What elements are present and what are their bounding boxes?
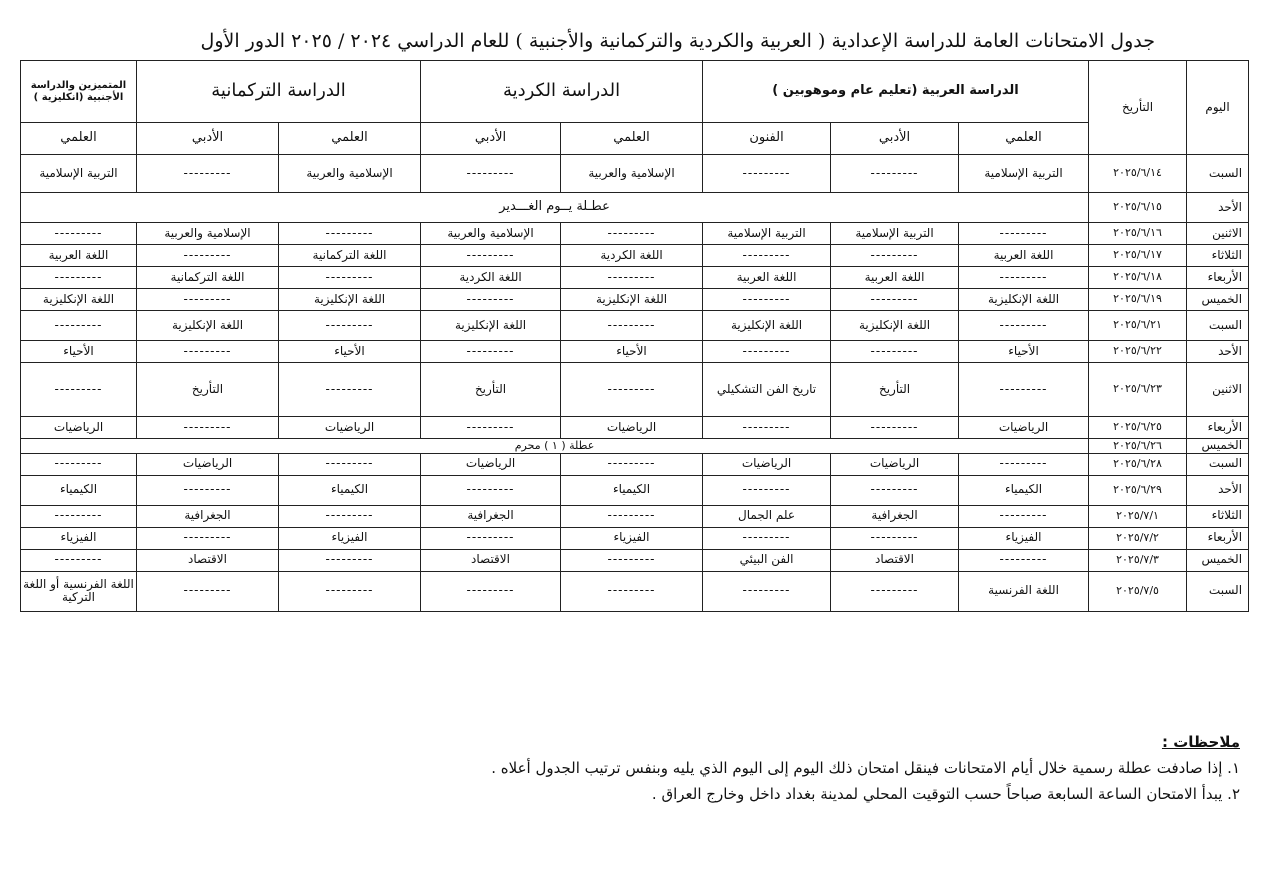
subject-cell: ---------: [561, 267, 703, 289]
schedule-row: [21, 475, 1249, 505]
subject-cell: ---------: [959, 363, 1089, 417]
subject-cell: التربية الإسلامية: [959, 155, 1089, 193]
subject-cell: ---------: [703, 289, 831, 311]
subject-cell: اللغة الفرنسية أو اللغة التركية: [21, 571, 137, 611]
subject-cell: ---------: [137, 155, 279, 193]
subject-cell: ---------: [21, 505, 137, 527]
subject-cell: الرياضيات: [561, 417, 703, 439]
subject-cell: ---------: [137, 341, 279, 363]
subject-cell: ---------: [421, 417, 561, 439]
date-cell: ٢٠٢٥/٦/٢٦: [1089, 439, 1187, 454]
header-date: التأريخ: [1089, 61, 1187, 155]
date-cell: ٢٠٢٥/٦/٢٣: [1089, 363, 1187, 417]
subject-cell: ---------: [279, 223, 421, 245]
subject-cell: الرياضيات: [703, 453, 831, 475]
subject-cell: ---------: [703, 155, 831, 193]
subject-cell: اللغة التركمانية: [137, 267, 279, 289]
header-turkmen-literary: الأدبي: [137, 123, 279, 155]
subject-cell: الإسلامية والعربية: [561, 155, 703, 193]
subject-cell: علم الجمال: [703, 505, 831, 527]
subject-cell: ---------: [959, 549, 1089, 571]
header-arabic-literary: الأدبي: [831, 123, 959, 155]
subject-cell: الفيزياء: [279, 527, 421, 549]
subject-cell: الفن البيئي: [703, 549, 831, 571]
subject-cell: ---------: [21, 453, 137, 475]
schedule-row: [21, 527, 1249, 549]
subject-cell: ---------: [279, 571, 421, 611]
subject-cell: ---------: [831, 245, 959, 267]
subject-cell: ---------: [421, 527, 561, 549]
schedule-row: [21, 363, 1249, 417]
subject-cell: ---------: [421, 571, 561, 611]
subject-cell: تاريخ الفن التشكيلي: [703, 363, 831, 417]
date-cell: ٢٠٢٥/٦/٢٢: [1089, 341, 1187, 363]
subject-cell: الرياضيات: [831, 453, 959, 475]
subject-cell: ---------: [421, 341, 561, 363]
subject-cell: الفيزياء: [959, 527, 1089, 549]
notes-section: [300, 733, 1240, 811]
subject-cell: ---------: [137, 417, 279, 439]
subject-cell: الرياضيات: [959, 417, 1089, 439]
subject-cell: الفيزياء: [21, 527, 137, 549]
subject-cell: ---------: [959, 267, 1089, 289]
date-cell: ٢٠٢٥/٦/١٧: [1089, 245, 1187, 267]
day-cell: الأربعاء: [1187, 527, 1249, 549]
subject-cell: ---------: [561, 223, 703, 245]
schedule-row: [21, 289, 1249, 311]
header-kurdish-literary: الأدبي: [421, 123, 561, 155]
subject-cell: اللغة الإنكليزية: [421, 311, 561, 341]
day-cell: الثلاثاء: [1187, 245, 1249, 267]
subject-cell: ---------: [21, 363, 137, 417]
subject-cell: الجغرافية: [421, 505, 561, 527]
date-cell: ٢٠٢٥/٦/١٨: [1089, 267, 1187, 289]
subject-cell: الإسلامية والعربية: [421, 223, 561, 245]
day-cell: الأحد: [1187, 475, 1249, 505]
subject-cell: ---------: [279, 453, 421, 475]
subject-cell: ---------: [831, 341, 959, 363]
subject-cell: ---------: [21, 267, 137, 289]
subject-cell: الكيمياء: [279, 475, 421, 505]
subject-cell: اللغة الإنكليزية: [561, 289, 703, 311]
subject-cell: ---------: [703, 475, 831, 505]
note-item: ١. إذا صادفت عطلة رسمية خلال أيام الامتحانات فينقل امتحان ذلك اليوم إلى اليوم الذي يليه وبنفس ترتيب الجدول أعلاه .: [491, 759, 1240, 777]
day-cell: الخميس: [1187, 439, 1249, 454]
day-cell: الأربعاء: [1187, 267, 1249, 289]
subject-cell: الاقتصاد: [831, 549, 959, 571]
subject-cell: اللغة الإنكليزية: [703, 311, 831, 341]
subject-cell: اللغة الإنكليزية: [831, 311, 959, 341]
subject-cell: اللغة الإنكليزية: [137, 311, 279, 341]
subject-cell: ---------: [831, 289, 959, 311]
subject-cell: التأريخ: [137, 363, 279, 417]
schedule-row: [21, 267, 1249, 289]
schedule-row: [21, 193, 1249, 223]
header-arabic-scientific: العلمي: [959, 123, 1089, 155]
subject-cell: التربية الإسلامية: [831, 223, 959, 245]
subject-cell: ---------: [137, 245, 279, 267]
subject-cell: الأحياء: [561, 341, 703, 363]
subject-cell: الجغرافية: [137, 505, 279, 527]
subject-cell: ---------: [137, 571, 279, 611]
subject-cell: الإسلامية والعربية: [137, 223, 279, 245]
subject-cell: اللغة الكردية: [421, 267, 561, 289]
subject-cell: ---------: [561, 571, 703, 611]
subject-cell: ---------: [703, 245, 831, 267]
day-cell: الاثنين: [1187, 223, 1249, 245]
subject-cell: ---------: [959, 223, 1089, 245]
subject-cell: ---------: [959, 311, 1089, 341]
subject-cell: ---------: [561, 453, 703, 475]
day-cell: الأربعاء: [1187, 417, 1249, 439]
subject-cell: اللغة الإنكليزية: [279, 289, 421, 311]
schedule-row: [21, 155, 1249, 193]
day-cell: السبت: [1187, 453, 1249, 475]
subject-cell: الكيمياء: [21, 475, 137, 505]
subject-cell: اللغة الفرنسية: [959, 571, 1089, 611]
subject-cell: ---------: [21, 549, 137, 571]
header-distinguished-scientific: العلمي: [21, 123, 137, 155]
subject-cell: اللغة الإنكليزية: [959, 289, 1089, 311]
subject-cell: ---------: [279, 267, 421, 289]
date-cell: ٢٠٢٥/٦/٢١: [1089, 311, 1187, 341]
subject-cell: ---------: [703, 341, 831, 363]
subject-cell: ---------: [561, 311, 703, 341]
schedule-body: [21, 155, 1249, 612]
schedule-row: [21, 311, 1249, 341]
exam-schedule-table: [20, 60, 1249, 612]
subject-cell: ---------: [561, 505, 703, 527]
subject-cell: اللغة العربية: [831, 267, 959, 289]
subject-cell: ---------: [279, 549, 421, 571]
document-title: جدول الامتحانات العامة للدراسة الإعدادية ( العربية والكردية والتركمانية والأجنبية ) للعام الدراسي ٢٠٢٤ / ٢٠٢٥ الدور الأول: [200, 30, 1155, 52]
subject-cell: ---------: [421, 245, 561, 267]
subject-cell: الجغرافية: [831, 505, 959, 527]
subject-cell: التأريخ: [831, 363, 959, 417]
subject-cell: التربية الإسلامية: [21, 155, 137, 193]
subject-cell: اللغة التركمانية: [279, 245, 421, 267]
subject-cell: الفيزياء: [561, 527, 703, 549]
subject-cell: ---------: [959, 505, 1089, 527]
header-arabic-group: الدراسة العربية (تعليم عام وموهوبين ): [703, 61, 1089, 123]
subject-cell: ---------: [21, 311, 137, 341]
day-cell: الخميس: [1187, 549, 1249, 571]
subject-cell: الكيمياء: [959, 475, 1089, 505]
subject-cell: ---------: [959, 453, 1089, 475]
subject-cell: الأحياء: [21, 341, 137, 363]
subject-cell: ---------: [831, 155, 959, 193]
date-cell: ٢٠٢٥/٦/٢٩: [1089, 475, 1187, 505]
day-cell: الأحد: [1187, 341, 1249, 363]
subject-cell: الأحياء: [279, 341, 421, 363]
subject-cell: ---------: [703, 417, 831, 439]
holiday-cell: عطلة ( ١ ) محرم: [21, 439, 1089, 454]
subject-cell: الاقتصاد: [137, 549, 279, 571]
schedule-row: [21, 417, 1249, 439]
header-distinguished-group: المتميزين والدراسة الأجنبية (انكليزية ): [21, 61, 137, 123]
date-cell: ٢٠٢٥/٧/٢: [1089, 527, 1187, 549]
schedule-row: [21, 223, 1249, 245]
subject-cell: ---------: [137, 289, 279, 311]
subject-cell: الكيمياء: [561, 475, 703, 505]
date-cell: ٢٠٢٥/٧/٣: [1089, 549, 1187, 571]
schedule-row: [21, 245, 1249, 267]
subject-cell: ---------: [137, 527, 279, 549]
day-cell: الثلاثاء: [1187, 505, 1249, 527]
header-turkmen-group: الدراسة التركمانية: [137, 61, 421, 123]
date-cell: ٢٠٢٥/٧/٥: [1089, 571, 1187, 611]
day-cell: السبت: [1187, 155, 1249, 193]
subject-cell: ---------: [831, 527, 959, 549]
date-cell: ٢٠٢٥/٦/٢٥: [1089, 417, 1187, 439]
subject-cell: الرياضيات: [21, 417, 137, 439]
subject-cell: الإسلامية والعربية: [279, 155, 421, 193]
subject-cell: التأريخ: [421, 363, 561, 417]
subject-cell: ---------: [831, 475, 959, 505]
date-cell: ٢٠٢٥/٦/١٦: [1089, 223, 1187, 245]
schedule-row: [21, 571, 1249, 611]
day-cell: الخميس: [1187, 289, 1249, 311]
subject-cell: التربية الإسلامية: [703, 223, 831, 245]
subject-cell: ---------: [421, 155, 561, 193]
subject-cell: ---------: [21, 223, 137, 245]
subject-cell: الاقتصاد: [421, 549, 561, 571]
subject-cell: ---------: [421, 475, 561, 505]
subject-cell: الرياضيات: [279, 417, 421, 439]
subject-cell: ---------: [561, 363, 703, 417]
date-cell: ٢٠٢٥/٦/١٤: [1089, 155, 1187, 193]
schedule-row: [21, 505, 1249, 527]
day-cell: الأحد: [1187, 193, 1249, 223]
date-cell: ٢٠٢٥/٦/١٥: [1089, 193, 1187, 223]
subject-cell: ---------: [703, 571, 831, 611]
subject-cell: اللغة العربية: [959, 245, 1089, 267]
subject-cell: ---------: [279, 505, 421, 527]
day-cell: السبت: [1187, 571, 1249, 611]
date-cell: ٢٠٢٥/٦/٢٨: [1089, 453, 1187, 475]
header-day: اليوم: [1187, 61, 1249, 155]
header-kurdish-group: الدراسة الكردية: [421, 61, 703, 123]
subject-cell: اللغة الكردية: [561, 245, 703, 267]
schedule-row: [21, 549, 1249, 571]
schedule-row: [21, 341, 1249, 363]
subject-cell: ---------: [703, 527, 831, 549]
note-item: ٢. يبدأ الامتحان الساعة السابعة صباحاً حسب التوقيت المحلي لمدينة بغداد داخل وخارج العراق .: [651, 785, 1240, 803]
subject-cell: ---------: [421, 289, 561, 311]
subject-cell: ---------: [561, 549, 703, 571]
day-cell: الاثنين: [1187, 363, 1249, 417]
subject-cell: الرياضيات: [421, 453, 561, 475]
subject-cell: اللغة الإنكليزية: [21, 289, 137, 311]
subject-cell: الأحياء: [959, 341, 1089, 363]
schedule-row: [21, 439, 1249, 454]
header-kurdish-scientific: العلمي: [561, 123, 703, 155]
schedule-row: [21, 453, 1249, 475]
subject-cell: ---------: [279, 311, 421, 341]
header-arabic-arts: الفنون: [703, 123, 831, 155]
date-cell: ٢٠٢٥/٦/١٩: [1089, 289, 1187, 311]
header-turkmen-scientific: العلمي: [279, 123, 421, 155]
subject-cell: ---------: [831, 417, 959, 439]
subject-cell: ---------: [137, 475, 279, 505]
holiday-cell: عطـلة يــوم الغـــدير: [21, 193, 1089, 223]
subject-cell: ---------: [279, 363, 421, 417]
date-cell: ٢٠٢٥/٧/١: [1089, 505, 1187, 527]
subject-cell: اللغة العربية: [703, 267, 831, 289]
subject-cell: ---------: [831, 571, 959, 611]
notes-heading: ملاحظات :: [1161, 733, 1240, 751]
subject-cell: اللغة العربية: [21, 245, 137, 267]
day-cell: السبت: [1187, 311, 1249, 341]
subject-cell: الرياضيات: [137, 453, 279, 475]
